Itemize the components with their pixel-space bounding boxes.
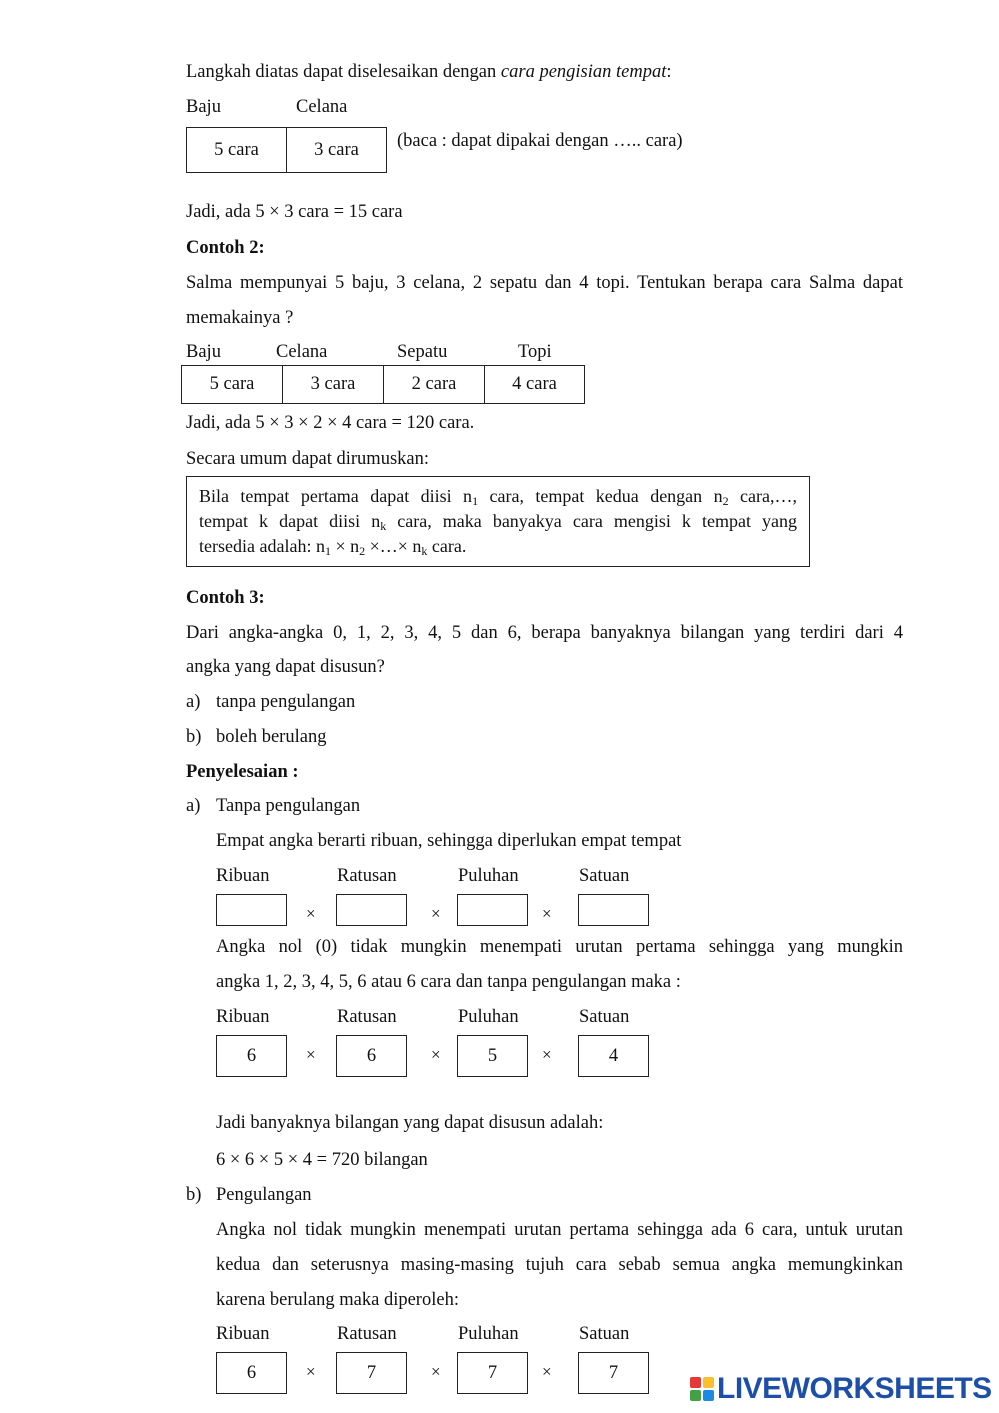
b-times-3: × bbox=[542, 1362, 552, 1381]
header-baju: Baju bbox=[186, 97, 221, 117]
b-box-ratusan: 7 bbox=[336, 1352, 407, 1394]
a2-header-puluhan: Puluhan bbox=[458, 1007, 519, 1027]
contoh3-title: Contoh 3: bbox=[186, 588, 265, 608]
b-header-ribuan: Ribuan bbox=[216, 1324, 270, 1344]
formula-l1-sub1: 1 bbox=[472, 494, 479, 508]
a1-times-2: × bbox=[431, 904, 441, 923]
c2-cell-sepatu: 2 cara bbox=[383, 365, 485, 404]
contoh2-question-line2: memakainya ? bbox=[186, 308, 294, 328]
formula-l2-b: cara, maka banyakya cara mengisi k tempat yang bbox=[386, 511, 798, 531]
option-b-marker: b) bbox=[186, 727, 202, 747]
cell-baju: 5 cara bbox=[186, 127, 287, 173]
b-box-puluhan: 7 bbox=[457, 1352, 528, 1394]
logo-square-yellow bbox=[703, 1377, 714, 1388]
contoh3-question-line1: Dari angka-angka 0, 1, 2, 3, 4, 5 dan 6, berapa banyaknya bilangan yang terdiri dari 4 bbox=[186, 623, 903, 643]
cell-celana: 3 cara bbox=[286, 127, 387, 173]
contoh2-title: Contoh 2: bbox=[186, 238, 265, 258]
formula-l2-a: tempat k dapat diisi n bbox=[199, 511, 381, 531]
a1-times-1: × bbox=[306, 904, 316, 923]
a2-box-puluhan: 5 bbox=[457, 1035, 528, 1077]
liveworksheets-logo bbox=[690, 1372, 992, 1406]
contoh3-question-line2: angka yang dapat disusun? bbox=[186, 657, 385, 677]
contoh2-result: Jadi, ada 5 × 3 × 2 × 4 cara = 120 cara. bbox=[186, 413, 475, 433]
intro-note: (baca : dapat dipakai dengan ….. cara) bbox=[397, 131, 683, 151]
formula-l3-c: ×…× n bbox=[365, 536, 422, 556]
b-header-ratusan: Ratusan bbox=[337, 1324, 397, 1344]
a2-times-2: × bbox=[431, 1045, 441, 1064]
a1-box-puluhan bbox=[457, 894, 528, 926]
formula-line2 bbox=[199, 511, 798, 533]
formula-l3-sub2: 2 bbox=[359, 544, 366, 558]
c2-header-celana: Celana bbox=[276, 342, 328, 362]
part-b-text-line3: karena berulang maka diperoleh: bbox=[216, 1290, 459, 1310]
option-a-marker: a) bbox=[186, 692, 201, 712]
part-a-text-line2: angka 1, 2, 3, 4, 5, 6 atau 6 cara dan tanpa pengulangan maka : bbox=[216, 972, 681, 992]
part-b-title: Pengulangan bbox=[216, 1185, 312, 1205]
formula-l1-c: cara,…, bbox=[728, 486, 797, 506]
a2-times-3: × bbox=[542, 1045, 552, 1064]
b-header-satuan: Satuan bbox=[579, 1324, 630, 1344]
header-celana: Celana bbox=[296, 97, 348, 117]
c2-cell-baju: 5 cara bbox=[181, 365, 283, 404]
c2-header-topi: Topi bbox=[518, 342, 552, 362]
b-box-ribuan: 6 bbox=[216, 1352, 287, 1394]
formula-l3-d: cara. bbox=[427, 536, 467, 556]
b-times-2: × bbox=[431, 1362, 441, 1381]
a2-box-ratusan: 6 bbox=[336, 1035, 407, 1077]
part-a-title: Tanpa pengulangan bbox=[216, 796, 361, 816]
b-times-1: × bbox=[306, 1362, 316, 1381]
c2-header-baju: Baju bbox=[186, 342, 221, 362]
part-a-marker: a) bbox=[186, 796, 201, 816]
a2-box-ribuan: 6 bbox=[216, 1035, 287, 1077]
formula-line1 bbox=[199, 486, 797, 508]
part-a-line1: Empat angka berarti ribuan, sehingga diperlukan empat tempat bbox=[216, 831, 682, 851]
a1-box-ratusan bbox=[336, 894, 407, 926]
a2-box-satuan: 4 bbox=[578, 1035, 649, 1077]
liveworksheets-logo-text: LIVEWORKSHEETS bbox=[717, 1372, 992, 1405]
formula-line3 bbox=[199, 536, 797, 558]
contoh2-general: Secara umum dapat dirumuskan: bbox=[186, 449, 430, 469]
a1-header-ratusan: Ratusan bbox=[337, 866, 397, 886]
part-a-text-line1: Angka nol (0) tidak mungkin menempati urutan pertama sehingga yang mungkin bbox=[216, 937, 903, 957]
a2-header-ribuan: Ribuan bbox=[216, 1007, 270, 1027]
a1-header-puluhan: Puluhan bbox=[458, 866, 519, 886]
intro-sentence-prefix: Langkah diatas dapat diselesaikan dengan bbox=[186, 62, 501, 82]
solution-title: Penyelesaian : bbox=[186, 762, 299, 782]
intro-result: Jadi, ada 5 × 3 cara = 15 cara bbox=[186, 202, 403, 222]
intro-sentence-suffix: : bbox=[666, 62, 672, 82]
part-a-conclusion: Jadi banyaknya bilangan yang dapat disusun adalah: bbox=[216, 1113, 604, 1133]
a1-times-3: × bbox=[542, 904, 552, 923]
a1-header-satuan: Satuan bbox=[579, 866, 630, 886]
liveworksheets-logo-icon bbox=[690, 1377, 714, 1401]
formula-l3-sub1: 1 bbox=[324, 544, 331, 558]
a2-times-1: × bbox=[306, 1045, 316, 1064]
formula-l3-a: tersedia adalah: n bbox=[199, 536, 325, 556]
option-b: boleh berulang bbox=[216, 727, 327, 747]
a2-header-satuan: Satuan bbox=[579, 1007, 630, 1027]
a1-header-ribuan: Ribuan bbox=[216, 866, 270, 886]
part-b-marker: b) bbox=[186, 1185, 202, 1205]
formula-box bbox=[186, 476, 810, 567]
formula-l2-sub: k bbox=[380, 519, 387, 533]
intro-sentence-italic: cara pengisian tempat bbox=[500, 62, 667, 82]
part-b-text-line2: kedua dan seterusnya masing-masing tujuh cara sebab semua angka memungkinkan bbox=[216, 1255, 903, 1275]
part-b-text-line1: Angka nol tidak mungkin menempati urutan pertama sehingga ada 6 cara, untuk urutan bbox=[216, 1220, 903, 1240]
formula-l1-b: cara, tempat kedua dengan n bbox=[478, 486, 723, 506]
formula-l3-sub3: k bbox=[421, 544, 428, 558]
formula-l3-b: × n bbox=[330, 536, 360, 556]
b-box-satuan: 7 bbox=[578, 1352, 649, 1394]
formula-l1-a: Bila tempat pertama dapat diisi n bbox=[199, 486, 473, 506]
a1-box-satuan bbox=[578, 894, 649, 926]
c2-cell-topi: 4 cara bbox=[484, 365, 585, 404]
a2-header-ratusan: Ratusan bbox=[337, 1007, 397, 1027]
part-a-result: 6 × 6 × 5 × 4 = 720 bilangan bbox=[216, 1150, 428, 1170]
formula-l1-sub2: 2 bbox=[722, 494, 729, 508]
option-a: tanpa pengulangan bbox=[216, 692, 356, 712]
a1-box-ribuan bbox=[216, 894, 287, 926]
b-header-puluhan: Puluhan bbox=[458, 1324, 519, 1344]
logo-square-blue bbox=[703, 1390, 714, 1401]
logo-square-green bbox=[690, 1390, 701, 1401]
c2-header-sepatu: Sepatu bbox=[397, 342, 448, 362]
c2-cell-celana: 3 cara bbox=[282, 365, 384, 404]
intro-sentence bbox=[186, 63, 672, 82]
contoh2-question-line1: Salma mempunyai 5 baju, 3 celana, 2 sepatu dan 4 topi. Tentukan berapa cara Salma dapat bbox=[186, 273, 903, 293]
logo-square-red bbox=[690, 1377, 701, 1388]
